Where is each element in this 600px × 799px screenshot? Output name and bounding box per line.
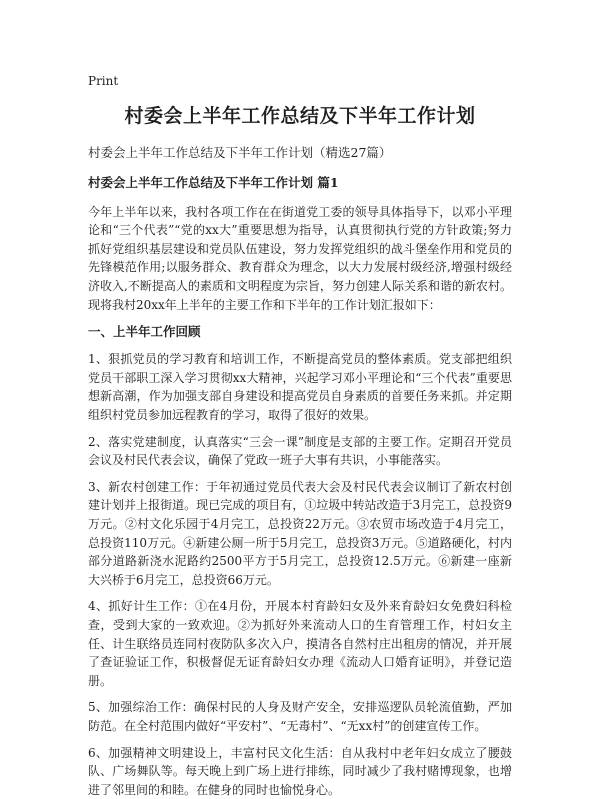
work-item-5: 5、加强综治工作：确保村民的人身及财产安全，安排巡逻队员轮流值勤，严加防范。在全村范围内做好“平安村”、“无毒村”、“无xx村”的创建宣传工作。 [88,700,512,733]
document-title: 村委会上半年工作总结及下半年工作计划 [124,105,476,127]
print-link[interactable]: Print [88,74,119,88]
work-item-3: 3、新农村创建工作：于年初通过党员代表大会及村民代表会议制订了新农村创建计划并上报街道。现已完成的项目有，①垃圾中转站改造于3月完工，总投资9万元。②村文化乐园于4月完工，总投资22万元。③农贸市场改造于4月完工，总投资110万元。④新建公厕一所于5月完工，总投资3万元。⑤道路硬化，村内部分道路新浇水泥路约2500平方于5月完工，总投资12.5万元。⑥新建一座新大兴桥于6月完工，总投资66万元。 [88,479,512,587]
intro-paragraph: 今年上半年以来，我村各项工作在在街道党工委的领导具体指导下，以邓小平理论和“三个代表”“党的xx大”重要思想为指导，认真贯彻执行党的方针政策;努力抓好党组织基层建设和党员队伍建设，努力发挥党组织的战斗堡垒作用和党员的先锋模范作用;以服务群众、教育群众为理念，以大力发展村级经济,增强村级经济收入,不断提高人的素质和文明程度为宗旨，努力创建人际关系和谐的新农村。现将我村20xx年上半年的主要工作和下半年的工作计划汇报如下： [88,204,512,312]
section-heading-review: 一、上半年工作回顾 [88,324,201,340]
article-heading: 村委会上半年工作总结及下半年工作计划 篇1 [88,174,339,190]
work-item-2: 2、落实党建制度，认真落实“三会一课”制度是支部的主要工作。定期召开党员会议及村民代表会议，确保了党政一班子大事有共识，小事能落实。 [88,434,512,468]
work-item-6: 6、加强精神文明建设上，丰富村民文化生活：自从我村中老年妇女成立了腰鼓队、广场舞队等。每天晚上到广场上进行排练，同时减少了我村赌博现象，也增进了邻里间的和睦。在健身的同时也愉悦身心。 [88,745,512,797]
document-subtitle: 村委会上半年工作总结及下半年工作计划（精选27篇） [88,144,392,160]
work-item-1: 1、狠抓党员的学习教育和培训工作，不断提高党员的整体素质。党支部把组织党员干部职工深入学习贯彻xx大精神，兴起学习邓小平理论和“三个代表”重要思想新高潮，作为加强支部自身建设和提高党员自身素质的首要任务来抓。并定期组织村党员参加远程教育的学习，取得了很好的效果。 [88,352,512,423]
work-item-4: 4、抓好计生工作：①在4月份，开展本村育龄妇女及外来育龄妇女免费妇科检查，受到大家的一致欢迎。②为抓好外来流动人口的生育管理工作，村妇女主任、计生联络员连同村夜防队多次入户，摸清各自然村庄出租房的情况，并开展了查证验证工作，积极督促无证育龄妇女办理《流动人口婚育证明》，并登记造册。 [88,599,512,688]
